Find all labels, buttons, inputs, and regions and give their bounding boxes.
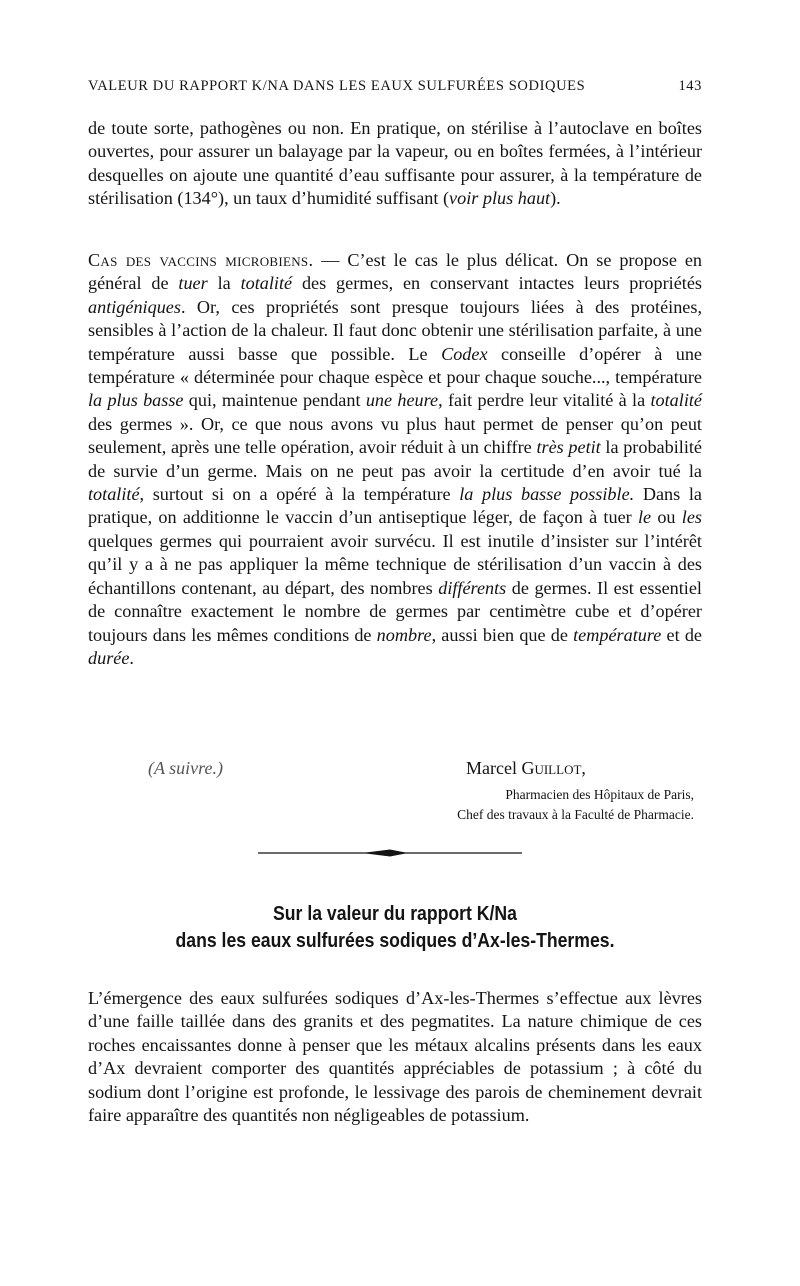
section-separator-ornament [258, 846, 522, 860]
section-heading: Cas des vaccins microbiens. [88, 250, 314, 270]
paragraph-sterilisation: de toute sorte, pathogènes ou non. En pratique, on stérilise à l’autoclave en boîtes ouvertes, pour assurer un balayage par la vapeur, ou en boîtes fermées, à l’intérieur desquelles on ajoute une quantité d’eau suffisante pour assurer, à la température de stérilisation (134°), un taux d’humidité suffisant (voir plus haut). [88, 118, 702, 209]
author-affiliation-2: Chef des travaux à la Faculté de Pharmacie. [457, 807, 694, 822]
running-title: VALEUR DU RAPPORT K/NA DANS LES EAUX SULFURÉES SODIQUES [88, 78, 586, 94]
article-title-line-2: dans les eaux sulfurées sodiques d’Ax-les-Thermes. [175, 929, 615, 952]
paragraph-vaccins: Cas des vaccins microbiens. — C’est le cas le plus délicat. On se propose en général de tuer la totalité des germes, en conservant intactes leurs propriétés antigéniques. Or, ces propriétés sont presque toujours liées à des protéines, sensibles à l’action de la chaleur. Il faut donc obtenir une stérilisation parfaite, à une température aussi basse que possible. Le Codex conseille d’opérer à une température « déterminée pour chaque espèce et pour chaque souche..., température la plus basse qui, maintenue pendant une heure, fait perdre leur vitalité à la totalité des germes ». Or, ce que nous avons vu plus haut permet de penser qu’on peut seulement, après une telle opération, avoir réduit à un chiffre très petit la probabilité de survie d’un germe. Mais on ne peut pas avoir la certitude d’en avoir tué la totalité, surtout si on a opéré à la température la plus basse possible. Dans la pratique, on additionne le vaccin d’un antiseptique léger, de façon à tuer le ou les quelques germes qui pourraient avoir survécu. Il est inutile d’insister sur l’intérêt qu’il y a à ne pas appliquer la même technique de stérilisation d’un vaccin à des échantillons contenant, au départ, des nombres différents de germes. Il est essentiel de connaître exactement le nombre de germes par centimètre cube et d’opérer toujours dans les mêmes conditions de nombre, aussi bien que de température et de durée. [88, 250, 703, 668]
running-header [88, 78, 702, 95]
article-title [131, 900, 659, 954]
article-title-line-1: Sur la valeur du rapport K/Na [273, 902, 517, 925]
article-body-paragraph: L’émergence des eaux sulfurées sodiques d’Ax-les-Thermes s’effectue aux lèvres d’une faille taillée dans des granits et des pegmatites. La nature chimique de ces roches encaissantes donne à penser que les métaux alcalins présents dans les eaux d’Ax devraient comporter des quantités appréciables de potassium ; à côté du sodium dont l’origine est profonde, le lessivage des parois de cheminement devrait faire apparaître des quantités non négligeables de potassium. [88, 988, 702, 1126]
author-name: Marcel Guillot, [466, 758, 586, 778]
author-affiliation-1: Pharmacien des Hôpitaux de Paris, [505, 787, 694, 802]
a-suivre-note: (A suivre.) [148, 758, 223, 778]
page-number: 143 [678, 78, 702, 94]
